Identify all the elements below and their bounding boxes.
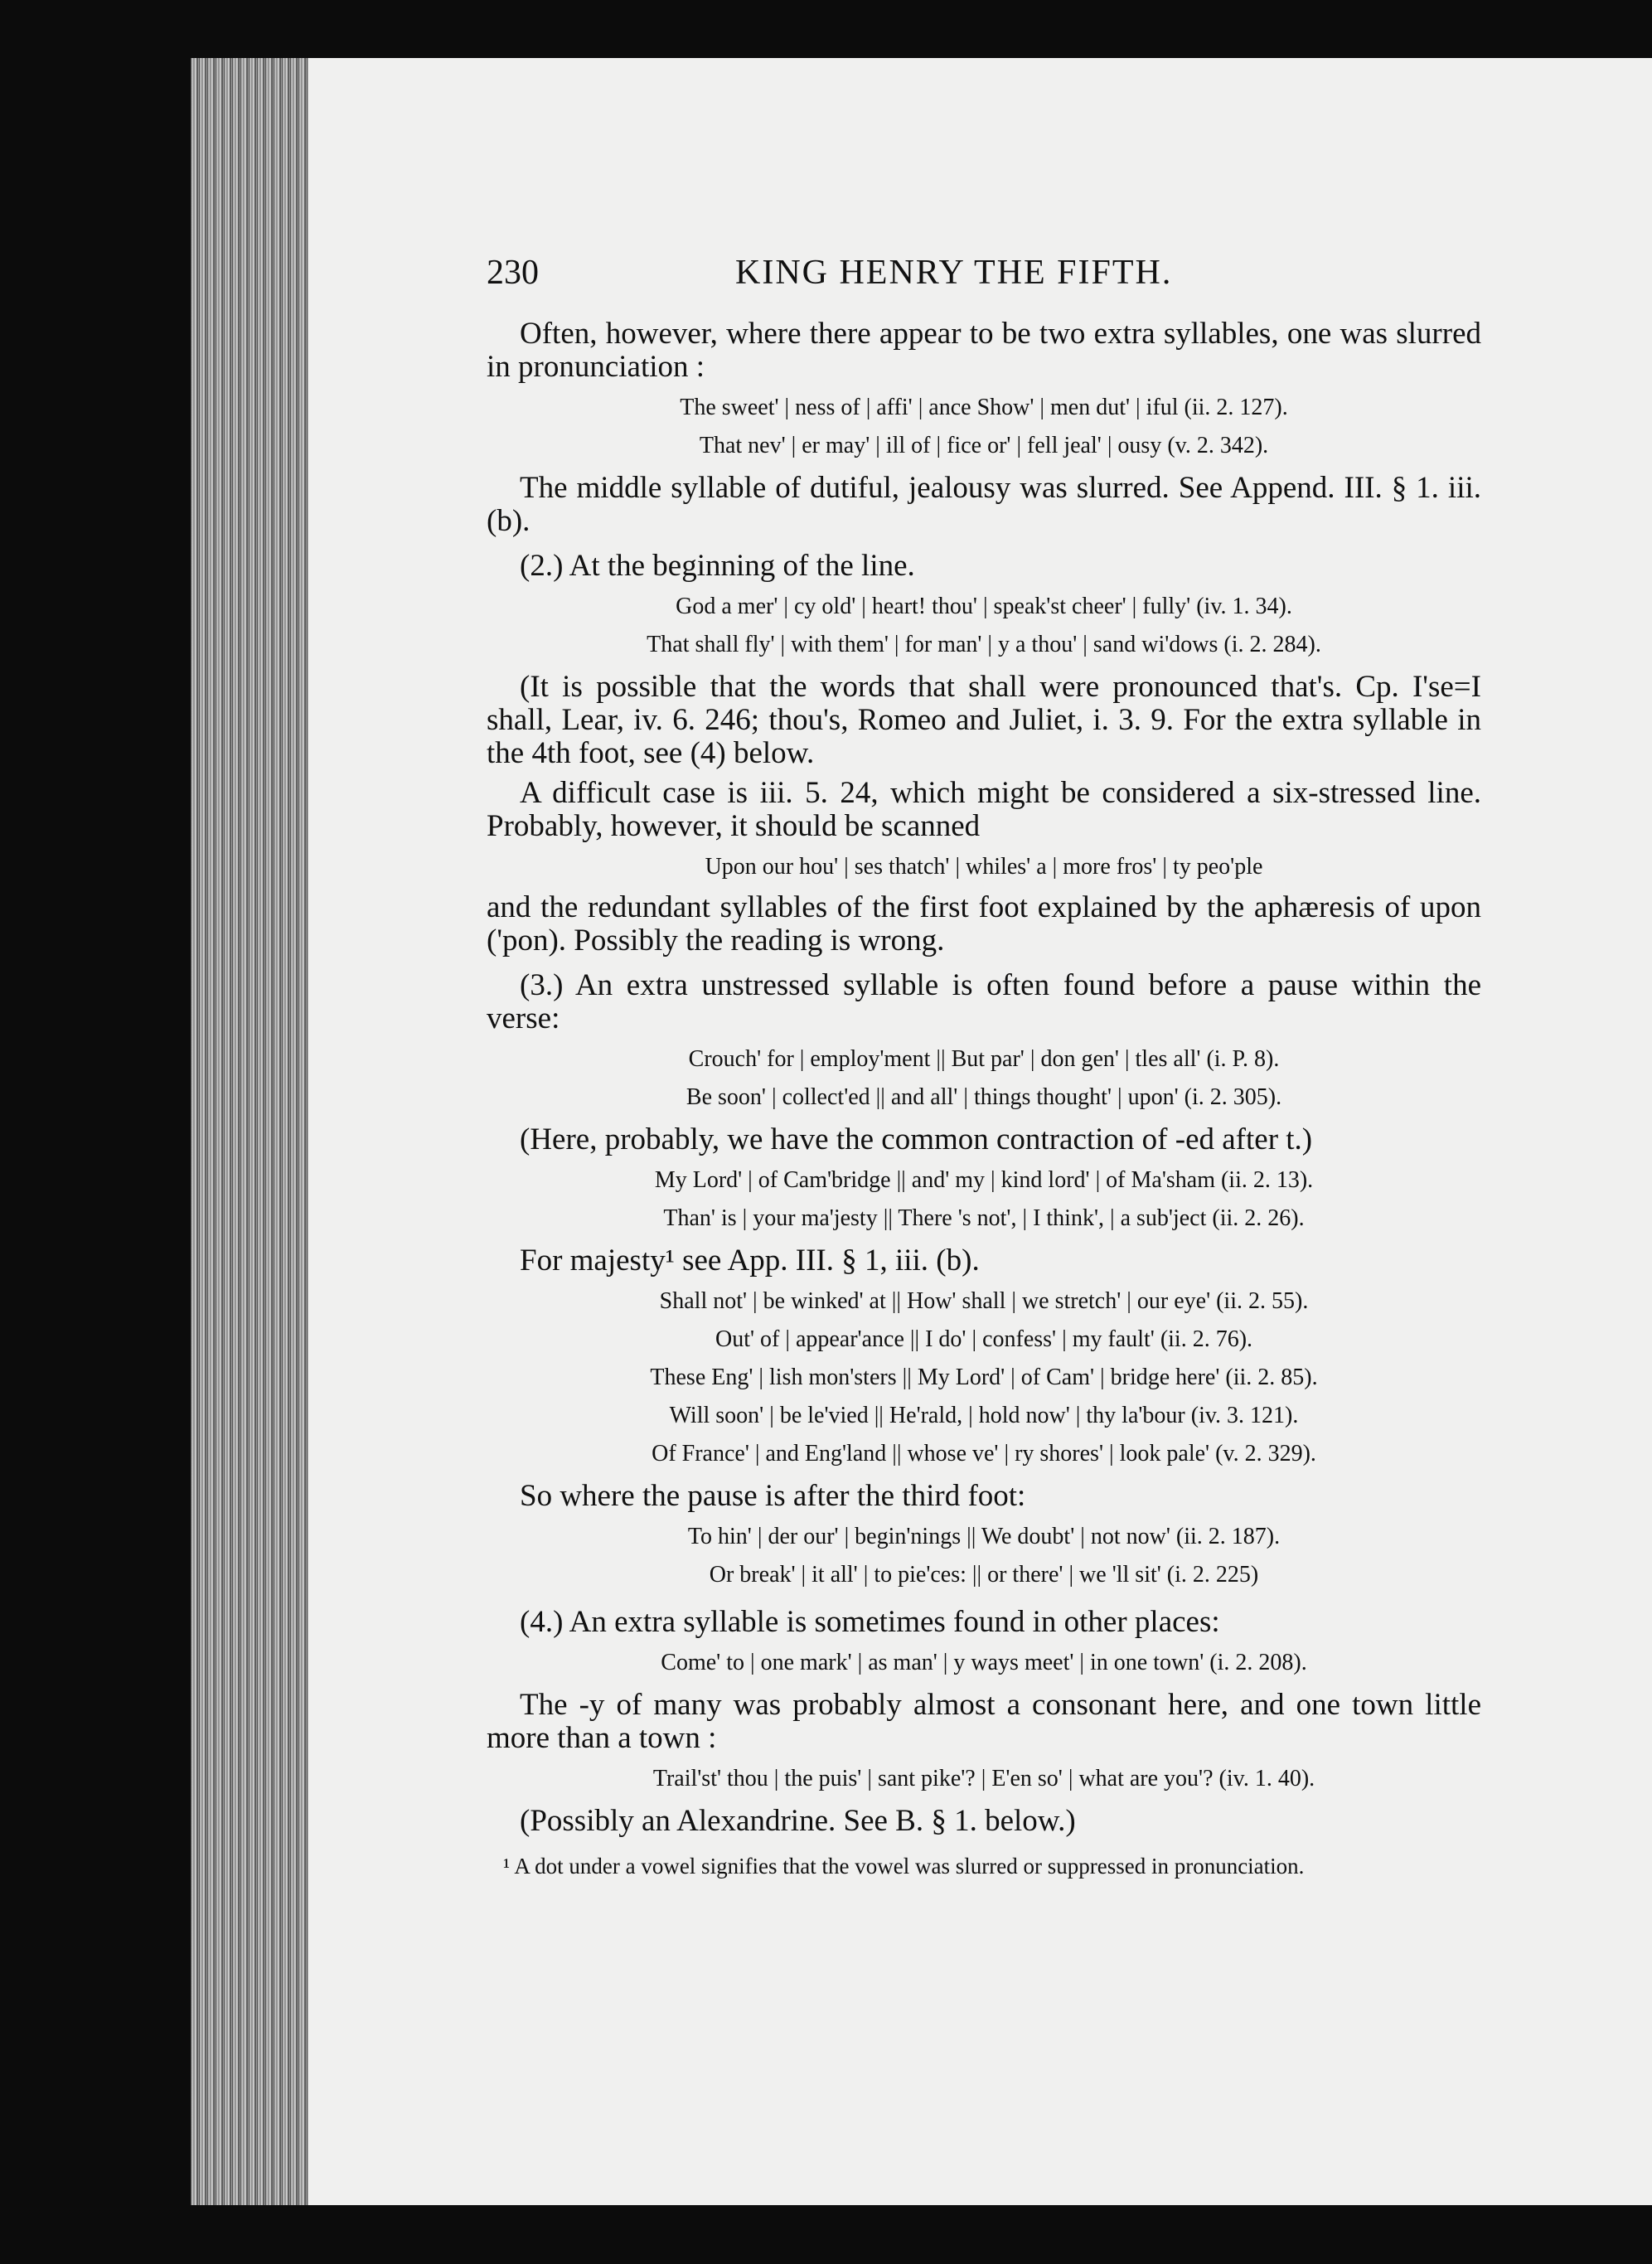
page-number: 230 <box>487 254 539 292</box>
verse-block <box>487 1644 1481 1682</box>
verse-line: The sweet' | ness of | affi' | ance Show' | men dut' | iful (ii. 2. 127). <box>680 395 1288 420</box>
section-heading: (4.) An extra syllable is sometimes found in other places: <box>520 1605 1220 1639</box>
paragraph: Often, however, where there appear to be two extra syllables, one was slurred in pronunciation : <box>487 317 1481 384</box>
paragraph: (It is possible that the words that shall were pronounced that's. Cp. I'se=I shall, Lear, iv. 6. 246; thou's, Romeo and Juliet, i. 3. 9. For the extra syllable in the 4th foot, see (4) below. <box>487 670 1481 770</box>
verse-line: To hin' | der our' | begin'nings || We doubt' | not now' (ii. 2. 187). <box>687 1524 1281 1549</box>
paragraph: (Possibly an Alexandrine. See B. § 1. below.) <box>520 1804 1076 1838</box>
paragraph: The -y of many was probably almost a consonant here, and one town little more than a town : <box>487 1688 1481 1755</box>
verse-line: Trail'st' thou | the puis' | sant pike'? | E'en so' | what are you'? (iv. 1. 40). <box>652 1766 1315 1791</box>
verse-line: Than' is | your ma'jesty || There 's not', | I think', | a sub'ject (ii. 2. 26). <box>663 1205 1305 1231</box>
verse-line: Crouch' for | employ'ment || But par' | don gen' | tles all' (i. P. 8). <box>688 1046 1280 1072</box>
verse-line: My Lord' | of Cam'bridge || and' my | kind lord' | of Ma'sham (ii. 2. 13). <box>654 1167 1314 1193</box>
section-heading: (3.) An extra unstressed syllable is often found before a pause within the verse: <box>487 968 1481 1035</box>
paragraph: and the redundant syllables of the first foot explained by the aphæresis of upon ('pon). Possibly the reading is wrong. <box>487 890 1481 957</box>
verse-line: Out' of | appear'ance || I do' | confess' | my fault' (ii. 2. 76). <box>715 1326 1253 1352</box>
verse-line: Come' to | one mark' | as man' | y ways meet' | in one town' (i. 2. 208). <box>661 1650 1307 1675</box>
verse-line: Upon our hou' | ses thatch' | whiles' a | more fros' | ty peo'ple <box>705 854 1263 880</box>
paragraph: (Here, probably, we have the common contraction of -ed after t.) <box>520 1122 1313 1156</box>
verse-line: Shall not' | be winked' at || How' shall | we stretch' | our eye' (ii. 2. 55). <box>659 1288 1309 1314</box>
verse-line: That shall fly' | with them' | for man' | y a thou' | sand wi'dows (i. 2. 284). <box>647 632 1321 657</box>
verse-block <box>487 1518 1481 1594</box>
verse-block <box>487 1040 1481 1117</box>
paragraph: A difficult case is iii. 5. 24, which might be considered a six-stressed line. Probably, however, it should be scanned <box>487 776 1481 843</box>
page-body <box>487 311 1481 1880</box>
book-page <box>308 58 1652 2205</box>
verse-block <box>487 1161 1481 1238</box>
verse-line: Will soon' | be le'vied || He'rald, | hold now' | thy la'bour (iv. 3. 121). <box>669 1403 1299 1428</box>
paragraph: For majesty¹ see App. III. § 1, iii. (b). <box>520 1244 980 1277</box>
verse-line: Or break' | it all' | to pie'ces: || or there' | we 'll sit' (i. 2. 225) <box>709 1562 1259 1588</box>
section-heading: (2.) At the beginning of the line. <box>520 549 915 583</box>
verse-block <box>487 1282 1481 1473</box>
verse-block <box>487 848 1481 886</box>
running-title: KING HENRY THE FIFTH. <box>735 254 1173 292</box>
verse-line: God a mer' | cy old' | heart! thou' | speak'st cheer' | fully' (iv. 1. 34). <box>676 594 1292 619</box>
page-header <box>487 253 1481 294</box>
book-page-edges <box>191 58 323 2205</box>
verse-block <box>487 588 1481 664</box>
verse-line: Of France' | and Eng'land || whose ve' | ry shores' | look pale' (v. 2. 329). <box>652 1441 1316 1467</box>
verse-block <box>487 389 1481 465</box>
verse-block <box>487 1760 1481 1798</box>
paragraph: The middle syllable of dutiful, jealousy was slurred. See Append. III. § 1. iii. (b). <box>487 471 1481 538</box>
verse-line: These Eng' | lish mon'sters || My Lord' | of Cam' | bridge here' (ii. 2. 85). <box>650 1365 1318 1390</box>
verse-line: That nev' | er may' | ill of | fice or' | fell jeal' | ousy (v. 2. 342). <box>699 433 1269 458</box>
footnote: ¹ A dot under a vowel signifies that the vowel was slurred or suppressed in pronunciation. <box>503 1854 1305 1879</box>
paragraph: So where the pause is after the third foot: <box>520 1479 1026 1513</box>
verse-line: Be soon' | collect'ed || and all' | things thought' | upon' (i. 2. 305). <box>686 1084 1282 1110</box>
